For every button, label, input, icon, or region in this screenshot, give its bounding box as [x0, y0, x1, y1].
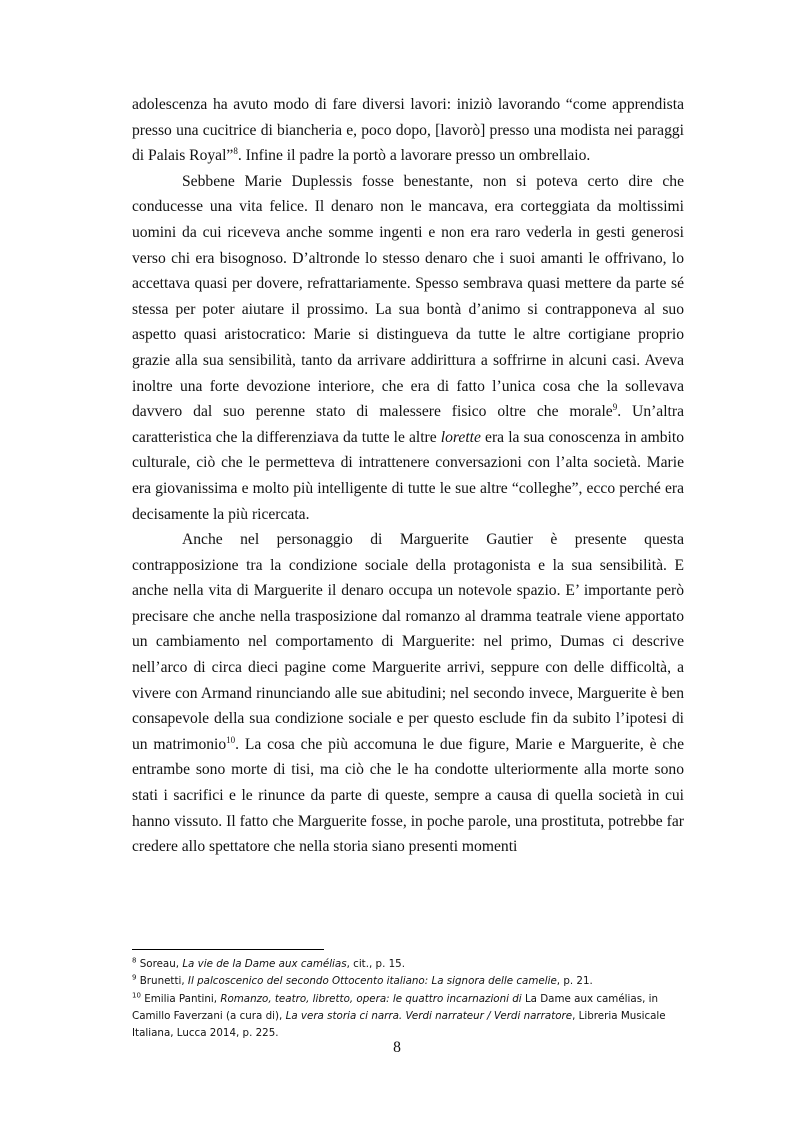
footnote-8: $^8$ Soreau, La vie de la Dame aux camélias, cit., p. 15.: [132, 956, 405, 970]
paragraph-3: Anche nel personaggio di Marguerite Gautier è presente questa contrapposizione tra la condizione sociale della protagonista e la sua sensibilità. E anche nella vita di Marguerite il denaro occupa un notevole spazio. E’ importante però precisare che anche nella trasposizione dal romanzo al dramma teatrale viene apportato un cambiamento nel comportamento di Marguerite: nel primo, Dumas ci descrive nell’arco di circa dieci pagine come Marguerite arrivi, seppure con delle difficoltà, a vivere con Armand rinunciando alle sue abitudini; nel secondo invece, Marguerite è ben consapevole della sua condizione sociale e per questo esclude fin da subito l’ipotesi di un matrimonio$^{10}$. La cosa che più accomuna le due figure, Marie e Marguerite, è che entrambe sono morte di tisi, ma ciò che le ha condotte ulteriormente alla morte sono stati i sacrifici e le rinunce da parte di queste, sempre a causa di quella società in cui hanno vissuto. Il fatto che Marguerite fosse, in poche parole, una prostituta, potrebbe far credere allo spettatore che nella storia siano presenti momenti: [132, 531, 684, 856]
paragraph-1: adolescenza ha avuto modo di fare diversi lavori: iniziò lavorando “come apprendista presso una cucitrice di biancheria e, poco dopo, [lavorò] presso una modista nei paraggi di Palais Royal”$^8$. Infine il padre la portò a lavorare presso un ombrellaio.: [132, 96, 684, 165]
italic-term: lorette: [440, 428, 481, 446]
page-number: 8: [393, 1039, 401, 1056]
footnote-ref-9[interactable]: 9: [612, 401, 618, 412]
footnote-ref-8[interactable]: 8: [233, 146, 238, 156]
paragraph-2: Sebbene Marie Duplessis fosse benestante, non si poteva certo dire che conducesse una vita felice. Il denaro non le mancava, era corteggiata da moltissimi uomini da cui riceveva anche somme ingenti e non era raro vederla in gesti generosi verso chi era bisognoso. D’altronde lo stesso denaro che i suoi amanti le offrivano, lo accettava quasi per dovere, refrattariamente. Spesso sembrava quasi mettere da parte sé stessa per poter aiutare il prossimo. La sua bontà d’animo si contrapponeva al suo aspetto quasi aristocratico: Marie si distingueva da tutte le altre cortigiane proprio grazie alla sua sensibilità, tanto da arrivare addirittura a soffrirne in alcuni casi. Aveva inoltre una forte devozione interiore, che era di fatto l’unica cosa che la sollevava davvero dal suo perenne stato di malessere fisico oltre che morale$^9$. Un’altra caratteristica che la differenziava da tutte le altre lorette era la sua conoscenza in ambito culturale, ciò che le permetteva di intrattenere conversazioni con l’alta società. Marie era giovanissima e molto più intelligente di tutte le sue altre “colleghe”, ecco perché era decisamente la più ricercata.: [132, 172, 685, 523]
footnote-ref-10[interactable]: 10: [226, 734, 236, 745]
footnote-10: $^{10}$ Emilia Pantini, Romanzo, teatro, libretto, opera: le quattro incarnazioni di La Dame aux camélias, in Camillo Faverzani (a cura di), La vera storia ci narra. Verdi narrateur / Verdi narratore, Libreria Musicale Italiana, Lucca 2014, p. 225.: [132, 991, 666, 1040]
footnote-separator: [132, 949, 324, 950]
footnote-9: $^9$ Brunetti, Il palcoscenico del secondo Ottocento italiano: La signora delle camelie, p. 21.: [132, 973, 593, 988]
footnotes: [132, 956, 692, 1042]
body-text: [132, 92, 684, 860]
